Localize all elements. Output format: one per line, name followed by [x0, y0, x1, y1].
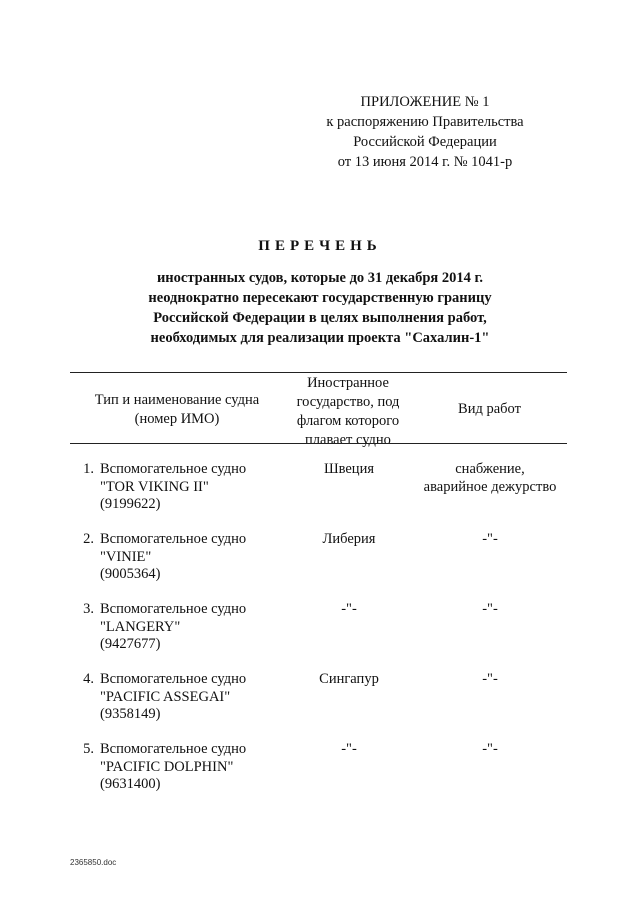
flag-state: -"- — [341, 741, 357, 757]
work-type: -"- — [482, 601, 498, 617]
work-type: -"- — [482, 531, 498, 547]
appendix-date: от 13 июня 2014 г. № 1041-р — [337, 154, 513, 170]
appendix-line: к распоряжению Правительства — [326, 114, 524, 130]
flag-state: -"- — [341, 601, 357, 617]
document-title: ПЕРЕЧЕНЬ — [258, 238, 382, 254]
table-row — [0, 741, 640, 801]
table-top-rule — [70, 372, 567, 373]
document-subtitle — [0, 268, 640, 348]
header-work: Вид работ — [458, 401, 521, 417]
vessel-name: "LANGERY" — [100, 618, 181, 635]
work-type: -"- — [482, 741, 498, 757]
appendix-block — [300, 92, 550, 172]
vessel-name: "TOR VIKING II" — [100, 478, 209, 495]
vessel-cell — [100, 461, 246, 514]
row-number: 5. — [83, 741, 94, 757]
table-header-rule — [70, 443, 567, 444]
appendix-title: ПРИЛОЖЕНИЕ № 1 — [360, 94, 490, 110]
vessel-cell — [100, 531, 246, 584]
vessel-cell — [100, 671, 246, 724]
table-row — [0, 601, 640, 661]
vessel-type: Вспомогательное судно — [100, 671, 247, 687]
vessel-name: "PACIFIC DOLPHIN" — [100, 758, 234, 775]
subtitle-line: неоднократно пересекают государственную границу — [148, 290, 492, 306]
vessel-type: Вспомогательное судно — [100, 741, 247, 757]
row-number: 1. — [83, 461, 94, 477]
vessel-imo: (9005364) — [100, 566, 161, 582]
vessel-imo: (9427677) — [100, 636, 161, 652]
vessel-type: Вспомогательное судно — [100, 601, 247, 617]
subtitle-line: необходимых для реализации проекта "Сахалин-1" — [150, 330, 490, 346]
flag-state: Либерия — [322, 531, 376, 547]
file-footer: 2365850.doc — [70, 858, 117, 867]
flag-state: Швеция — [323, 461, 374, 477]
vessel-type: Вспомогательное судно — [100, 461, 247, 477]
vessel-cell — [100, 741, 246, 794]
table-row — [0, 671, 640, 731]
work-type: снабжение, аварийное дежурство — [423, 461, 557, 495]
header-state: Иностранное государство, под флагом которого плавает судно — [296, 375, 400, 448]
subtitle-line: иностранных судов, которые до 31 декабря 2014 г. — [156, 270, 484, 286]
header-vessel: Тип и наименование судна (номер ИМО) — [94, 392, 260, 427]
vessel-imo: (9358149) — [100, 706, 161, 722]
subtitle-line: Российской Федерации в целях выполнения работ, — [153, 310, 487, 326]
table-row — [0, 461, 640, 521]
vessel-cell — [100, 601, 246, 654]
appendix-line: Российской Федерации — [353, 134, 497, 150]
row-number: 2. — [83, 531, 94, 547]
row-number: 3. — [83, 601, 94, 617]
row-number: 4. — [83, 671, 94, 687]
flag-state: Сингапур — [319, 671, 379, 687]
vessel-type: Вспомогательное судно — [100, 531, 247, 547]
work-type: -"- — [482, 671, 498, 687]
vessel-imo: (9199622) — [100, 496, 161, 512]
vessel-name: "VINIE" — [100, 548, 152, 565]
table-row — [0, 531, 640, 591]
vessel-imo: (9631400) — [100, 776, 161, 792]
vessel-name: "PACIFIC ASSEGAI" — [100, 688, 231, 705]
